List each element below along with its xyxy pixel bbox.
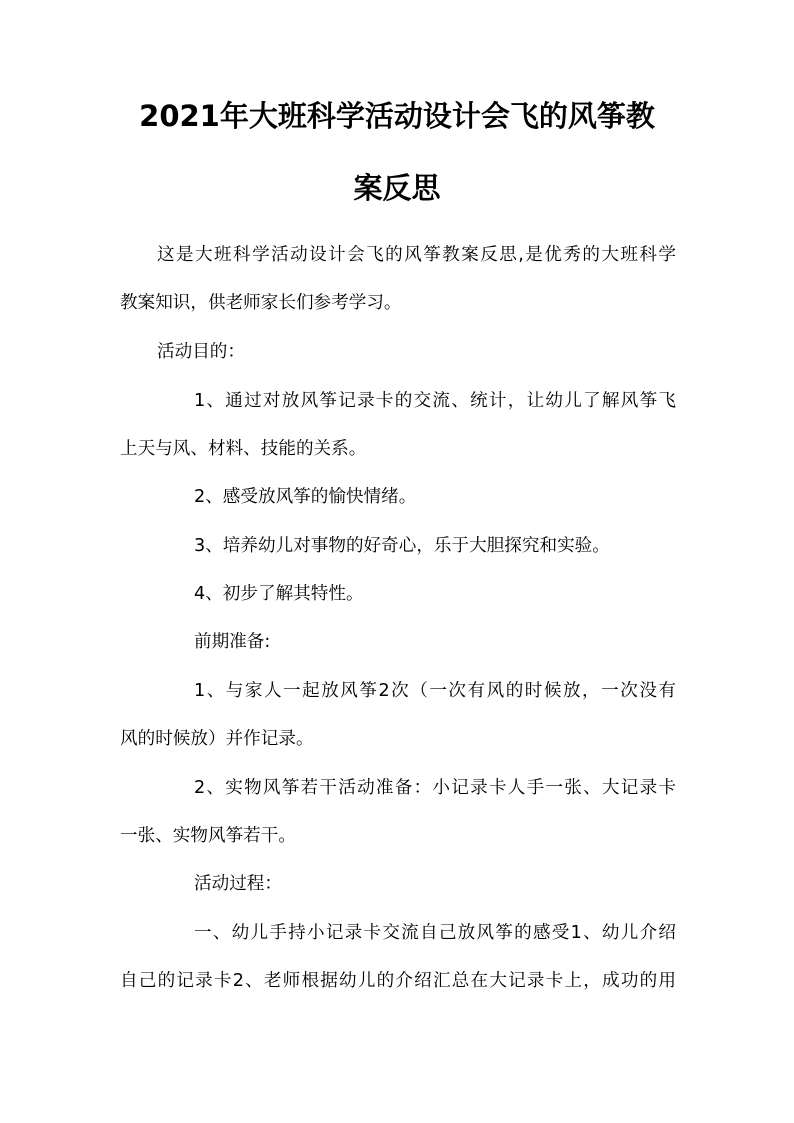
process-1-line-2: 自己的记录卡2、老师根据幼儿的介绍汇总在大记录卡上，成功的用: [120, 971, 676, 991]
section-heading-goals: 活动目的：: [157, 342, 245, 362]
document-title-line-1: 2021年大班科学活动设计会飞的风筝教: [139, 99, 655, 133]
goal-4: 4、初步了解其特性。: [194, 584, 364, 604]
goal-1-line-2: 上天与风、材料、技能的关系。: [120, 439, 367, 459]
paragraph-intro-line-1: 这是大班科学活动设计会飞的风筝教案反思,是优秀的大班科学: [157, 245, 676, 265]
paragraph-intro-line-2: 教案知识，供老师家长们参考学习。: [120, 293, 402, 313]
section-heading-process: 活动过程：: [194, 874, 282, 894]
goal-3: 3、培养幼儿对事物的好奇心，乐于大胆探究和实验。: [194, 536, 610, 556]
prep-2-line-1: 2、实物风筝若干活动准备：小记录卡人手一张、大记录卡: [194, 778, 676, 798]
prep-1-line-2: 风的时候放）并作记录。: [120, 729, 314, 749]
prep-1-line-1: 1、与家人一起放风筝2次（一次有风的时候放，一次没有: [194, 681, 676, 701]
section-heading-preparation: 前期准备:: [194, 632, 271, 652]
process-1-line-1: 一、幼儿手持小记录卡交流自己放风筝的感受1、幼儿介绍: [194, 923, 676, 943]
goal-1-line-1: 1、通过对放风筝记录卡的交流、统计，让幼儿了解风筝飞: [194, 391, 676, 411]
document-title-line-2: 案反思: [353, 171, 441, 205]
goal-2: 2、感受放风筝的愉快情绪。: [194, 487, 417, 507]
prep-2-line-2: 一张、实物风筝若干。: [120, 826, 296, 846]
